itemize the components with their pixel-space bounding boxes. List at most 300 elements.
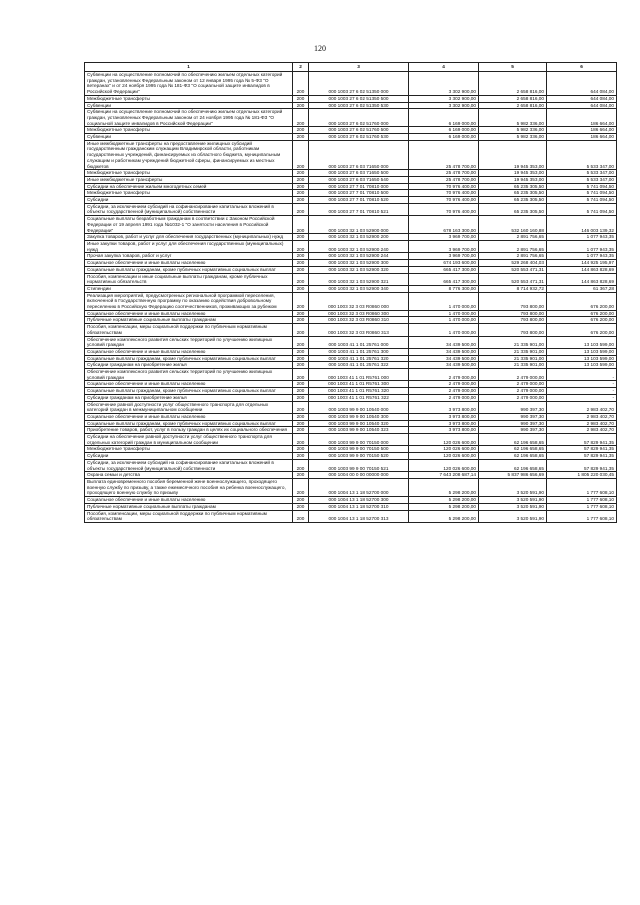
row-description: Выплата единовременного пособия беременной жене военнослужащего, проходящего военную службу по призыву, а также ежемесячного пособия на ребенка военнослужащего, проходящего военную службу по призыву [85,479,293,497]
table-row [85,394,617,401]
row-unexecuted-amount: 5 533 347,00 [547,176,617,183]
header-col-6: 6 [547,63,617,72]
row-admin-code: 200 [293,336,309,348]
row-admin-code: 200 [293,190,309,197]
row-unexecuted-amount: - [547,381,617,388]
table-row [85,197,617,204]
row-admin-code: 200 [293,216,309,234]
row-executed-amount: 2 658 816,00 [479,95,547,102]
row-description: Субсидии на обеспечение жильем многодетных семей [85,183,293,190]
row-unexecuted-amount: 1 777 608,10 [547,479,617,497]
row-admin-code: 200 [293,253,309,260]
row-description: Межбюджетные трансферты [85,170,293,177]
row-description: Субсидии гражданам на приобретение жилья [85,394,293,401]
row-executed-amount: 21 335 901,00 [479,336,547,348]
row-unexecuted-amount: 644 084,00 [547,72,617,96]
row-description: Субсидии [85,453,293,460]
row-description: Социальное обеспечение и иные выплаты населению [85,260,293,267]
row-description: Публичные нормативные социальные выплаты гражданам [85,317,293,324]
row-admin-code: 200 [293,420,309,427]
row-description: Субсидии на обеспечение равной доступности услуг общественного транспорта для отдельных категорий граждан в муниципальном сообщении [85,434,293,446]
table-row [85,134,617,141]
table-row [85,234,617,241]
row-budget-code: 000 1003 32 1 03 52900 200 [309,234,409,241]
row-admin-code: 200 [293,234,309,241]
table-row [85,273,617,285]
row-description: Социальное обеспечение и иные выплаты населению [85,348,293,355]
row-executed-amount: 2 479 000,00 [479,369,547,381]
table-row [85,497,617,504]
header-col-1: 1 [85,63,293,72]
table-row [85,72,617,96]
row-unexecuted-amount: 57 829 941,35 [547,459,617,471]
row-description: Субсидии, за исключением субсидий на софинансирование капитальных вложений в объекты государственной (муниципальной) собственности [85,459,293,471]
row-budget-code: 000 1003 41 1 01 25761 000 [309,336,409,348]
row-admin-code: 200 [293,401,309,413]
row-executed-amount: 990 397,30 [479,427,547,434]
row-executed-amount: 532 160 160,88 [479,216,547,234]
row-unexecuted-amount: 676 200,00 [547,317,617,324]
row-budget-code: 000 1003 27 7 01 70810 000 [309,183,409,190]
row-budget-code: 000 1003 32 1 03 52900 320 [309,266,409,273]
row-description: Субвенции [85,102,293,109]
row-description: Межбюджетные трансферты [85,190,293,197]
table-row [85,176,617,183]
row-executed-amount: 5 982 336,00 [479,134,547,141]
row-approved-amount: 1 470 000,00 [409,292,479,310]
row-description: Стипендии [85,285,293,292]
row-unexecuted-amount: 1 077 943,35 [547,240,617,252]
row-admin-code: 200 [293,479,309,497]
row-approved-amount: 5 298 200,00 [409,479,479,497]
row-approved-amount: 1 470 000,00 [409,310,479,317]
row-description: Иные закупки товаров, работ и услуг для обеспечения государственных (муниципальных) нужд [85,240,293,252]
row-description: Субсидии гражданам на приобретение жилья [85,362,293,369]
table-row [85,413,617,420]
row-approved-amount: 70 976 400,00 [409,183,479,190]
table-row [85,381,617,388]
row-unexecuted-amount: 644 084,00 [547,95,617,102]
row-budget-code: 000 1003 99 9 00 10540 320 [309,420,409,427]
row-approved-amount: 3 302 900,00 [409,95,479,102]
row-approved-amount: 2 479 000,00 [409,388,479,395]
row-budget-code: 000 1003 32 3 03 R0860 300 [309,310,409,317]
row-admin-code: 200 [293,472,309,479]
row-unexecuted-amount: 1 777 608,10 [547,503,617,510]
row-admin-code: 200 [293,497,309,504]
row-description: Обеспечение равной доступности услуг общественного транспорта для отдельных категорий граждан в межмуниципальном сообщении [85,401,293,413]
row-unexecuted-amount: 13 103 599,00 [547,355,617,362]
row-admin-code: 200 [293,510,309,522]
row-budget-code: 000 1003 27 6 02 51760 530 [309,134,409,141]
row-description: Обеспечение комплексного развития сельских территорий по улучшению жилищных условий граждан [85,336,293,348]
row-unexecuted-amount: 57 829 941,35 [547,453,617,460]
row-approved-amount: 5 298 200,00 [409,497,479,504]
row-description: Социальные выплаты гражданам, кроме публичных нормативных социальных выплат [85,420,293,427]
row-unexecuted-amount: 57 829 941,35 [547,446,617,453]
row-unexecuted-amount: 146 003 139,32 [547,216,617,234]
row-budget-code: 000 1004 13 1 18 52700 000 [309,479,409,497]
row-approved-amount: 3 969 700,00 [409,234,479,241]
table-row [85,503,617,510]
row-unexecuted-amount: 676 200,00 [547,292,617,310]
row-admin-code: 200 [293,292,309,310]
row-approved-amount: 34 439 500,00 [409,336,479,348]
row-admin-code: 200 [293,170,309,177]
row-budget-code: 000 1004 13 1 18 52700 300 [309,497,409,504]
table-row [85,285,617,292]
row-executed-amount: 2 658 816,00 [479,72,547,96]
row-approved-amount: 3 973 800,00 [409,401,479,413]
row-admin-code: 200 [293,459,309,471]
row-budget-code: 000 1003 27 6 03 71650 500 [309,170,409,177]
row-approved-amount: 120 026 600,00 [409,459,479,471]
row-approved-amount: 3 969 700,00 [409,240,479,252]
row-unexecuted-amount: 13 103 599,00 [547,336,617,348]
table-row [85,102,617,109]
row-admin-code: 200 [293,427,309,434]
row-budget-code: 000 1003 41 1 01 25761 322 [309,362,409,369]
row-approved-amount: 70 976 400,00 [409,190,479,197]
header-col-3: 3 [309,63,409,72]
row-budget-code: 000 1003 41 1 01 25761 320 [309,355,409,362]
row-executed-amount: 520 553 471,31 [479,266,547,273]
row-description: Социальные выплаты гражданам, кроме публичных нормативных социальных выплат [85,266,293,273]
row-unexecuted-amount: 13 103 599,00 [547,348,617,355]
row-approved-amount: 70 976 400,00 [409,203,479,215]
row-budget-code: 000 1003 99 9 00 70150 000 [309,434,409,446]
table-row [85,190,617,197]
row-description: Субсидии [85,197,293,204]
row-budget-code: 000 1003 32 1 03 52900 244 [309,253,409,260]
row-executed-amount: 62 196 658,65 [479,459,547,471]
row-admin-code: 200 [293,176,309,183]
row-approved-amount: 120 026 600,00 [409,453,479,460]
row-description: Социальное обеспечение и иные выплаты населению [85,310,293,317]
row-executed-amount: 793 800,00 [479,317,547,324]
row-admin-code: 200 [293,453,309,460]
row-executed-amount: 65 235 305,50 [479,183,547,190]
row-unexecuted-amount: 2 983 402,70 [547,427,617,434]
row-executed-amount: 3 520 591,90 [479,503,547,510]
row-budget-code: 000 1003 99 9 00 10540 323 [309,427,409,434]
row-description: Социальные выплаты гражданам, кроме публичных нормативных социальных выплат [85,388,293,395]
row-approved-amount: 120 026 600,00 [409,446,479,453]
row-description: Пособия, компенсации, меры социальной поддержки по публичным нормативным обязательствам [85,510,293,522]
row-budget-code: 000 1003 41 1 01 25761 300 [309,348,409,355]
row-budget-code: 000 1003 99 9 00 70150 520 [309,453,409,460]
row-executed-amount: 65 235 305,50 [479,203,547,215]
row-unexecuted-amount: 1 805 220 030,45 [547,472,617,479]
row-approved-amount: 2 479 000,00 [409,381,479,388]
row-description: Субвенции на осуществление полномочий по обеспечению жильем отдельных категорий граждан, установленных Федеральным законом от 24 ноября 1995 года № 181-ФЗ "О социальной защите инвалидов в Российской Федерации" [85,109,293,127]
row-admin-code: 200 [293,355,309,362]
row-budget-code: 000 1003 32 1 03 52900 000 [309,216,409,234]
row-approved-amount: 1 470 000,00 [409,324,479,336]
row-unexecuted-amount: 2 983 402,70 [547,401,617,413]
row-budget-code: 000 1003 41 1 01 R5761 300 [309,381,409,388]
table-row [85,388,617,395]
row-admin-code: 200 [293,127,309,134]
row-budget-code: 000 1003 41 1 01 R5761 322 [309,394,409,401]
row-approved-amount: 665 417 300,00 [409,266,479,273]
row-executed-amount: 793 800,00 [479,292,547,310]
row-description: Субсидии, за исключением субсидий на софинансирование капитальных вложений в объекты государственной (муниципальной) собственности [85,203,293,215]
row-description: Иные межбюджетные трансферты на предоставление жилищных субсидий государственным гражданским служащим Владимирской области, работникам государственных учреждений, финансируемых из областного бюджета, муниципальным служащим и работникам учреждений бюджетной сферы, финансируемых из местных бюджетов [85,140,293,170]
row-admin-code: 200 [293,503,309,510]
row-budget-code: 000 1003 27 7 01 70810 500 [309,190,409,197]
row-description: Социальные выплаты безработным гражданам в соответствии с Законом Российской Федерации от 19 апреля 1991 года №1032-1 "О занятости населения в Российской Федерации" [85,216,293,234]
table-row [85,355,617,362]
row-admin-code: 200 [293,362,309,369]
table-row [85,336,617,348]
row-executed-amount: 793 800,00 [479,324,547,336]
row-admin-code: 200 [293,310,309,317]
row-unexecuted-amount: 144 863 828,69 [547,266,617,273]
table-row [85,453,617,460]
row-executed-amount: 2 479 000,00 [479,381,547,388]
row-admin-code: 200 [293,324,309,336]
row-admin-code: 200 [293,203,309,215]
row-budget-code: 000 1003 27 6 02 51350 500 [309,95,409,102]
row-budget-code: 000 1003 32 3 03 R0860 310 [309,317,409,324]
row-budget-code: 000 1003 99 9 00 10540 300 [309,413,409,420]
row-admin-code: 200 [293,413,309,420]
row-executed-amount: 19 945 353,00 [479,176,547,183]
table-row [85,95,617,102]
row-executed-amount: 21 335 901,00 [479,355,547,362]
row-approved-amount: 1 470 000,00 [409,317,479,324]
row-budget-code: 000 1003 27 7 01 70810 521 [309,203,409,215]
row-unexecuted-amount: 186 664,00 [547,127,617,134]
row-approved-amount: 3 973 800,00 [409,413,479,420]
row-approved-amount: 70 976 400,00 [409,197,479,204]
row-budget-code: 000 1003 41 1 01 R5761 320 [309,388,409,395]
row-description: Пособия, компенсации и иные социальные выплаты гражданам, кроме публичных нормативных обязательств [85,273,293,285]
row-unexecuted-amount: 676 200,00 [547,324,617,336]
row-executed-amount: 62 196 658,65 [479,446,547,453]
row-executed-amount: 2 479 000,00 [479,394,547,401]
row-admin-code: 200 [293,348,309,355]
row-unexecuted-amount: 2 983 402,70 [547,413,617,420]
table-row [85,472,617,479]
row-budget-code: 000 1003 27 7 01 70810 520 [309,197,409,204]
row-approved-amount: 34 439 500,00 [409,348,479,355]
row-executed-amount: 62 196 658,65 [479,453,547,460]
row-approved-amount: 3 302 900,00 [409,102,479,109]
row-unexecuted-amount: 57 829 941,35 [547,434,617,446]
row-executed-amount: 3 520 591,90 [479,497,547,504]
table-row [85,170,617,177]
row-admin-code: 200 [293,446,309,453]
table-row [85,434,617,446]
row-budget-code: 000 1004 13 1 18 52700 310 [309,503,409,510]
row-budget-code: 000 1003 27 6 02 51350 000 [309,72,409,96]
row-unexecuted-amount: - [547,394,617,401]
row-admin-code: 200 [293,183,309,190]
row-approved-amount: 25 478 700,00 [409,140,479,170]
row-unexecuted-amount: 61 367,28 [547,285,617,292]
row-executed-amount: 62 196 658,65 [479,434,547,446]
row-description: Иные межбюджетные трансферты [85,176,293,183]
row-budget-code: 000 1003 32 1 03 52900 321 [309,273,409,285]
row-approved-amount: 25 478 700,00 [409,176,479,183]
row-admin-code: 200 [293,197,309,204]
row-executed-amount: 990 397,30 [479,420,547,427]
table-row [85,292,617,310]
row-admin-code: 200 [293,381,309,388]
table-row [85,253,617,260]
row-unexecuted-amount: - [547,388,617,395]
row-admin-code: 200 [293,260,309,267]
row-admin-code: 200 [293,388,309,395]
row-budget-code: 000 1004 00 0 00 00000 000 [309,472,409,479]
row-approved-amount: 34 439 500,00 [409,355,479,362]
row-unexecuted-amount: 1 777 608,10 [547,510,617,522]
row-admin-code: 200 [293,102,309,109]
table-row [85,510,617,522]
row-description: Приобретение товаров, работ, услуг в пользу граждан в целях их социального обеспечения [85,427,293,434]
table-row [85,203,617,215]
row-approved-amount: 674 193 600,00 [409,260,479,267]
row-budget-code: 000 1003 32 1 03 52900 340 [309,285,409,292]
row-admin-code: 200 [293,95,309,102]
row-executed-amount: 5 982 336,00 [479,109,547,127]
table-row [85,127,617,134]
page-number: 120 [314,44,326,53]
table-row [85,260,617,267]
row-description: Публичные нормативные социальные выплаты гражданам [85,503,293,510]
table-row [85,109,617,127]
row-description: Охрана семьи и детства [85,472,293,479]
row-unexecuted-amount: - [547,369,617,381]
row-unexecuted-amount: 144 863 828,69 [547,273,617,285]
row-budget-code: 000 1003 99 9 00 10540 000 [309,401,409,413]
header-row [85,63,617,72]
row-description: Пособия, компенсации, меры социальной поддержки по публичным нормативным обязательствам [85,324,293,336]
row-approved-amount: 2 479 000,00 [409,369,479,381]
row-unexecuted-amount: 5 741 094,50 [547,197,617,204]
row-unexecuted-amount: 5 741 094,50 [547,183,617,190]
row-admin-code: 200 [293,434,309,446]
header-col-4: 4 [409,63,479,72]
table-row [85,183,617,190]
row-budget-code: 000 1003 99 9 00 70150 521 [309,459,409,471]
row-executed-amount: 5 982 336,00 [479,127,547,134]
table-row [85,401,617,413]
row-description: Закупка товаров, работ и услуг для обеспечения государственных (муниципальных) нужд [85,234,293,241]
row-approved-amount: 25 478 700,00 [409,170,479,177]
row-description: Прочая закупка товаров, работ и услуг [85,253,293,260]
row-executed-amount: 520 553 471,31 [479,273,547,285]
row-executed-amount: 3 520 591,90 [479,510,547,522]
row-approved-amount: 34 439 500,00 [409,362,479,369]
row-approved-amount: 3 302 900,00 [409,72,479,96]
row-unexecuted-amount: 5 533 347,00 [547,170,617,177]
table-body [85,72,617,523]
row-unexecuted-amount: 13 103 599,00 [547,362,617,369]
row-executed-amount: 990 397,30 [479,401,547,413]
row-budget-code: 000 1003 27 6 02 51760 500 [309,127,409,134]
row-executed-amount: 19 945 353,00 [479,140,547,170]
row-approved-amount: 5 298 200,00 [409,503,479,510]
row-description: Межбюджетные трансферты [85,127,293,134]
table-row [85,140,617,170]
row-description: Социальное обеспечение и иные выплаты населению [85,497,293,504]
table-row [85,216,617,234]
row-unexecuted-amount: 5 741 094,50 [547,203,617,215]
table-row [85,446,617,453]
row-unexecuted-amount: 186 664,00 [547,109,617,127]
row-admin-code: 200 [293,317,309,324]
row-executed-amount: 19 945 353,00 [479,170,547,177]
row-approved-amount: 7 643 208 687,14 [409,472,479,479]
row-approved-amount: 6 169 000,00 [409,109,479,127]
row-approved-amount: 2 479 000,00 [409,394,479,401]
table-row [85,369,617,381]
budget-table [84,62,617,523]
row-budget-code: 000 1003 27 6 02 51350 530 [309,102,409,109]
table-row [85,240,617,252]
row-executed-amount: 65 235 305,50 [479,197,547,204]
table-row [85,362,617,369]
table-row [85,479,617,497]
row-admin-code: 200 [293,273,309,285]
row-approved-amount: 3 973 800,00 [409,427,479,434]
row-admin-code: 200 [293,240,309,252]
row-budget-code: 000 1003 32 3 03 R0860 313 [309,324,409,336]
row-budget-code: 000 1003 99 9 00 70150 500 [309,446,409,453]
row-executed-amount: 5 837 986 656,69 [479,472,547,479]
row-executed-amount: 2 891 756,65 [479,253,547,260]
row-admin-code: 200 [293,394,309,401]
row-description: Социальное обеспечение и иные выплаты населению [85,381,293,388]
row-budget-code: 000 1003 27 6 03 71650 000 [309,140,409,170]
header-col-2: 2 [293,63,309,72]
row-admin-code: 200 [293,134,309,141]
row-executed-amount: 2 479 000,00 [479,388,547,395]
row-admin-code: 200 [293,285,309,292]
row-description: Субвенции на осуществление полномочий по обеспечению жильем отдельных категорий граждан, установленных Федеральным законом от 12 января 1995 года № 5-ФЗ "О ветеранах" и от 24 ноября 1995 года № 181-ФЗ "О социальной защите инвалидов в Российской Федерации" [85,72,293,96]
row-executed-amount: 2 891 756,65 [479,240,547,252]
row-description: Социальное обеспечение и иные выплаты населению [85,413,293,420]
row-budget-code: 000 1003 27 6 02 51760 000 [309,109,409,127]
row-admin-code: 200 [293,72,309,96]
row-approved-amount: 120 026 600,00 [409,434,479,446]
row-executed-amount: 21 335 901,00 [479,362,547,369]
row-approved-amount: 6 169 000,00 [409,127,479,134]
row-unexecuted-amount: 5 533 347,00 [547,140,617,170]
row-budget-code: 000 1003 27 6 03 71650 540 [309,176,409,183]
row-unexecuted-amount: 1 077 943,35 [547,234,617,241]
row-unexecuted-amount: 144 925 195,97 [547,260,617,267]
table-row [85,324,617,336]
row-description: Обеспечение комплексного развития сельских территорий по улучшению жилищных условий граждан [85,369,293,381]
row-executed-amount: 21 335 901,00 [479,348,547,355]
row-approved-amount: 665 417 300,00 [409,273,479,285]
row-description: Реализация мероприятий, предусмотренных региональной программой переселения, включенной в Государственную программу по оказанию содействия добровольному переселению в Российскую Федерацию соотечественников, проживающих за рубежом [85,292,293,310]
header-col-5: 5 [479,63,547,72]
table-row [85,459,617,471]
row-budget-code: 000 1003 32 1 03 52900 300 [309,260,409,267]
row-unexecuted-amount: 1 077 943,35 [547,253,617,260]
row-executed-amount: 2 658 816,00 [479,102,547,109]
row-budget-code: 000 1003 32 1 03 52900 240 [309,240,409,252]
row-admin-code: 200 [293,109,309,127]
row-budget-code: 000 1003 32 3 03 R0860 000 [309,292,409,310]
table-row [85,266,617,273]
table-row [85,310,617,317]
